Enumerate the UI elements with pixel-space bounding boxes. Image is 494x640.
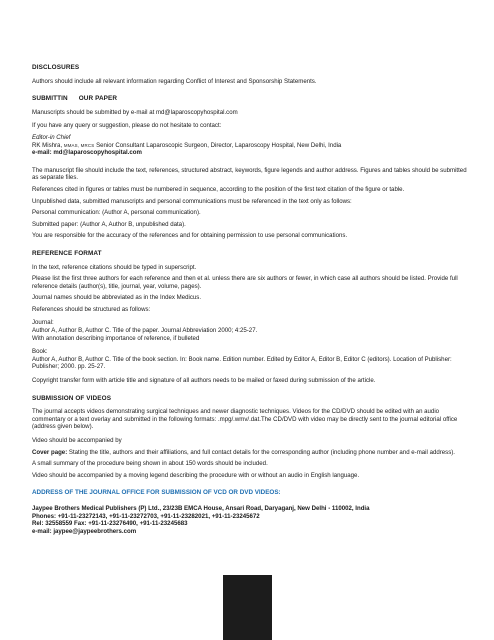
editor-name: RK Mishra,	[32, 141, 63, 149]
reference-para: Please list the first three authors for each reference and then et al. unless there are six authors or fewer, in which case all authors should be listed. Provide full reference details (author(s), title, journal, year, volume, pages).	[32, 275, 458, 290]
reference-para: References should be structured as follows:	[32, 305, 151, 313]
videos-accompanied: Video should be accompanied by	[32, 437, 122, 444]
book-label: Book:	[32, 348, 48, 356]
submitting-heading-part-b: OUR PAPER	[78, 95, 118, 103]
copyright-note: Copyright transfer form with article title and signature of all authors needs to be mailed or faxed during submission of the article.	[32, 377, 376, 385]
editor-label: Editor-in Chief	[32, 133, 71, 141]
editor-line	[32, 142, 472, 150]
manuscript-para: The manuscript file should include the text, references, structured abstract, keywords, figure legends and author address. Figures and tables should be submitted as separate files.	[32, 166, 467, 182]
reference-para: Journal names should be abbreviated as in the Index Medicus.	[32, 294, 202, 302]
manuscript-para: Personal communication: (Author A, personal communication).	[32, 209, 201, 217]
submission-email-line: Manuscripts should be submitted by e-mail at md@laparoscopyhospital.com	[32, 108, 238, 116]
editor-affiliation: Senior Consultant Laparoscopic Surgeon, Director, Laparoscopy Hospital, New Delhi, India	[94, 141, 342, 149]
journal-annotation: With annotation describing importance of reference, if bulleted	[32, 334, 200, 342]
disclosures-text: Authors should include all relevant information regarding Conflict of Interest and Sponsorship Statements.	[32, 77, 317, 85]
address-heading: ADDRESS OF THE JOURNAL OFFICE FOR SUBMISSION OF VCD OR DVD VIDEOS:	[32, 489, 281, 497]
publisher-email: e-mail: jaypee@jaypeebrothers.com	[32, 527, 137, 535]
submitting-heading	[32, 95, 472, 103]
reference-para: In the text, reference citations should be typed in superscript.	[32, 263, 197, 271]
cover-page-text: Stating the title, authors and their affiliations, and full contact details for the corresponding author (including phone number and e-mail address).	[67, 448, 455, 456]
publisher-fax: Rel: 32558559 Fax: +91-11-23276490, +91-11-23245683	[32, 520, 188, 528]
reference-format-heading: REFERENCE FORMAT	[32, 249, 102, 257]
disclosures-heading: DISCLOSURES	[32, 64, 80, 71]
cover-page-label: Cover page:	[32, 448, 68, 456]
submitting-heading-part-a: SUBMITTIN	[32, 95, 68, 103]
journal-label: Journal:	[32, 319, 54, 327]
book-example: Author A, Author B, Author C. Title of the book section. In: Book name. Edition number. Edited by Editor A, Editor B, Editor C (editors). Location of Publisher: Publisher; 2000. pp. 25-27.	[32, 355, 452, 371]
publisher-phones: Phones: +91-11-23272143, +91-11-23272703, +91-11-23282021, +91-11-23245672	[32, 512, 260, 520]
manuscript-para: References cited in figures or tables must be numbered in sequence, according to the position of the first text citation of the figure or table.	[32, 185, 405, 193]
document-page	[32, 64, 472, 535]
publisher-address: Jaypee Brothers Medical Publishers (P) Ltd., 23/23B EMCA House, Ansari Road, Daryaganj, New Delhi - 110002, India	[32, 504, 370, 512]
cover-page-para	[32, 449, 472, 457]
editor-degrees: MMAS, MRCS	[63, 142, 95, 148]
manuscript-para: You are responsible for the accuracy of the references and for obtaining permission to use personal communications.	[32, 232, 348, 240]
contact-line: If you have any query or suggestion, please do not hesitate to contact:	[32, 122, 222, 130]
manuscript-para: Submitted paper: (Author A, Author B, unpublished data).	[32, 220, 186, 228]
manuscript-para: Unpublished data, submitted manuscripts and personal communications must be referenced in the text only as follows:	[32, 197, 352, 205]
videos-heading: SUBMISSION OF VIDEOS	[32, 394, 112, 402]
videos-summary: A small summary of the procedure being shown in about 150 words should be included.	[32, 460, 268, 468]
page-edge-tab	[223, 575, 272, 640]
editor-email: e-mail: md@laparoscopyhospital.com	[32, 149, 142, 157]
videos-intro: The journal accepts videos demonstrating surgical techniques and newer diagnostic techniques. Videos for the CD/DVD should be edited with an audio commentary or a text overlay and submitted in the following formats: .mpg/.wmv/.dat.The CD/DVD with video may be directly sent to the journal editorial office (address given below).	[32, 408, 458, 431]
videos-legend: Video should be accompanied by a moving legend describing the procedure with or without an audio in English language.	[32, 471, 360, 479]
journal-example: Author A, Author B, Author C. Title of the paper. Journal Abbreviation 2000; 4:25-27.	[32, 327, 258, 335]
